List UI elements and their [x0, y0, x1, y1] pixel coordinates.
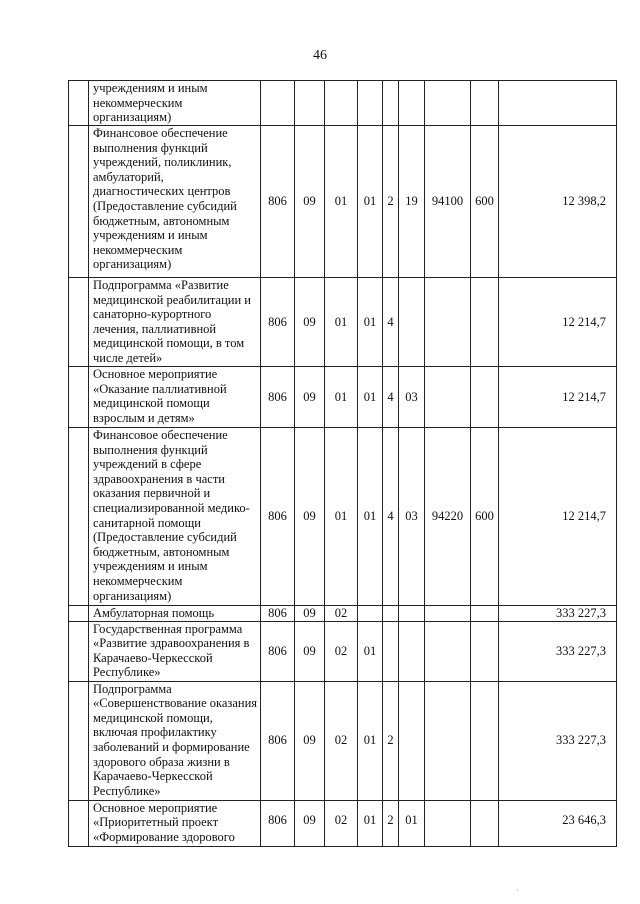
event-cell: [399, 681, 425, 800]
row-name-cell: Основное мероприятие «Оказание паллиативной медицинской помощи взрослым и детям»: [89, 367, 261, 428]
row-name-cell: Государственная программа «Развитие здравоохранения в Карачаево-Черкесской Республике»: [89, 621, 261, 681]
section-cell: 09: [295, 428, 325, 606]
subprog-cell: 4: [383, 367, 399, 428]
event-cell: [399, 278, 425, 367]
event-cell: 03: [399, 367, 425, 428]
row-name-cell: Финансовое обеспечение выполнения функций учреждений в сфере здравоохранения в части оказания первичной и специализированной медико-санитарной помощи (Предоставление субсидий бюджетным, автономным учреждениям и иным некоммерческим организациям): [89, 428, 261, 606]
sum-cell: 12 214,7: [499, 278, 617, 367]
table-row: [69, 621, 617, 681]
subsection-cell: 01: [325, 428, 358, 606]
subsection-cell: 01: [325, 367, 358, 428]
blank-cell: [69, 800, 89, 846]
vr-cell: [471, 278, 499, 367]
event-cell: 03: [399, 428, 425, 606]
gov-cell: 806: [261, 621, 295, 681]
section-cell: 09: [295, 126, 325, 278]
row-name-cell: учреждениям и иным некоммерческим организациям): [89, 81, 261, 126]
table-row: [69, 606, 617, 622]
section-cell: 09: [295, 800, 325, 846]
event-cell: [399, 621, 425, 681]
prog-cell: 01: [358, 126, 383, 278]
subsection-cell: 02: [325, 681, 358, 800]
sum-cell: 12 214,7: [499, 428, 617, 606]
blank-cell: [69, 278, 89, 367]
event-cell: [399, 606, 425, 622]
gov-cell: 806: [261, 367, 295, 428]
subprog-cell: [383, 606, 399, 622]
direction-cell: [425, 278, 471, 367]
sum-cell: 333 227,3: [499, 681, 617, 800]
prog-cell: 01: [358, 681, 383, 800]
table-row: [69, 278, 617, 367]
vr-cell: 600: [471, 428, 499, 606]
sum-cell: 333 227,3: [499, 606, 617, 622]
direction-cell: [425, 800, 471, 846]
direction-cell: [425, 621, 471, 681]
row-name-cell: Подпрограмма «Развитие медицинской реабилитации и санаторно-курортного лечения, паллиативной медицинской помощи, в том числе детей»: [89, 278, 261, 367]
blank-cell: [69, 606, 89, 622]
gov-cell: 806: [261, 800, 295, 846]
subsection-cell: 01: [325, 278, 358, 367]
sum-cell: 23 646,3: [499, 800, 617, 846]
gov-cell: [261, 81, 295, 126]
event-cell: 19: [399, 126, 425, 278]
section-cell: 09: [295, 681, 325, 800]
direction-cell: 94100: [425, 126, 471, 278]
subprog-cell: 2: [383, 681, 399, 800]
gov-cell: 806: [261, 606, 295, 622]
blank-cell: [69, 681, 89, 800]
sum-cell: 12 214,7: [499, 367, 617, 428]
subprog-cell: 2: [383, 126, 399, 278]
subprog-cell: 4: [383, 428, 399, 606]
gov-cell: 806: [261, 428, 295, 606]
sum-cell: [499, 81, 617, 126]
prog-cell: 01: [358, 800, 383, 846]
page-number: 46: [313, 48, 327, 63]
vr-cell: [471, 606, 499, 622]
subprog-cell: 2: [383, 800, 399, 846]
prog-cell: [358, 606, 383, 622]
sum-cell: 12 398,2: [499, 126, 617, 278]
subsection-cell: 01: [325, 126, 358, 278]
direction-cell: [425, 681, 471, 800]
gov-cell: 806: [261, 681, 295, 800]
table-body: [69, 81, 617, 847]
table-row: [69, 800, 617, 846]
event-cell: [399, 81, 425, 126]
subsection-cell: [325, 81, 358, 126]
subprog-cell: 4: [383, 278, 399, 367]
subprog-cell: [383, 621, 399, 681]
direction-cell: [425, 81, 471, 126]
table-row: [69, 428, 617, 606]
table-row: [69, 367, 617, 428]
vr-cell: 600: [471, 126, 499, 278]
subprog-cell: [383, 81, 399, 126]
vr-cell: [471, 681, 499, 800]
table-row: [69, 126, 617, 278]
gov-cell: 806: [261, 126, 295, 278]
section-cell: 09: [295, 621, 325, 681]
blank-cell: [69, 621, 89, 681]
row-name-cell: Амбулаторная помощь: [89, 606, 261, 622]
subsection-cell: 02: [325, 621, 358, 681]
direction-cell: [425, 606, 471, 622]
event-cell: 01: [399, 800, 425, 846]
blank-cell: [69, 367, 89, 428]
blank-cell: [69, 81, 89, 126]
vr-cell: [471, 81, 499, 126]
section-cell: 09: [295, 367, 325, 428]
direction-cell: 94220: [425, 428, 471, 606]
section-cell: 09: [295, 606, 325, 622]
vr-cell: [471, 800, 499, 846]
vr-cell: [471, 621, 499, 681]
sum-cell: 333 227,3: [499, 621, 617, 681]
blank-cell: [69, 126, 89, 278]
row-name-cell: Основное мероприятие «Приоритетный проект «Формирование здорового: [89, 800, 261, 846]
prog-cell: 01: [358, 367, 383, 428]
table-row: [69, 681, 617, 800]
section-cell: 09: [295, 278, 325, 367]
table-row: [69, 81, 617, 126]
prog-cell: [358, 81, 383, 126]
subsection-cell: 02: [325, 606, 358, 622]
row-name-cell: Финансовое обеспечение выполнения функций учреждений, поликлиник, амбулаторий, диагностических центров (Предоставление субсидий бюджетным, автономным учреждениям и иным некоммерческим организациям): [89, 126, 261, 278]
prog-cell: 01: [358, 428, 383, 606]
budget-table: [68, 80, 617, 847]
scan-speck: ·: [516, 886, 519, 895]
row-name-cell: Подпрограмма «Совершенствование оказания медицинской помощи, включая профилактику заболеваний и формирование здорового образа жизни в Карачаево-Черкесской Республике»: [89, 681, 261, 800]
subsection-cell: 02: [325, 800, 358, 846]
vr-cell: [471, 367, 499, 428]
prog-cell: 01: [358, 278, 383, 367]
direction-cell: [425, 367, 471, 428]
prog-cell: 01: [358, 621, 383, 681]
section-cell: [295, 81, 325, 126]
blank-cell: [69, 428, 89, 606]
gov-cell: 806: [261, 278, 295, 367]
